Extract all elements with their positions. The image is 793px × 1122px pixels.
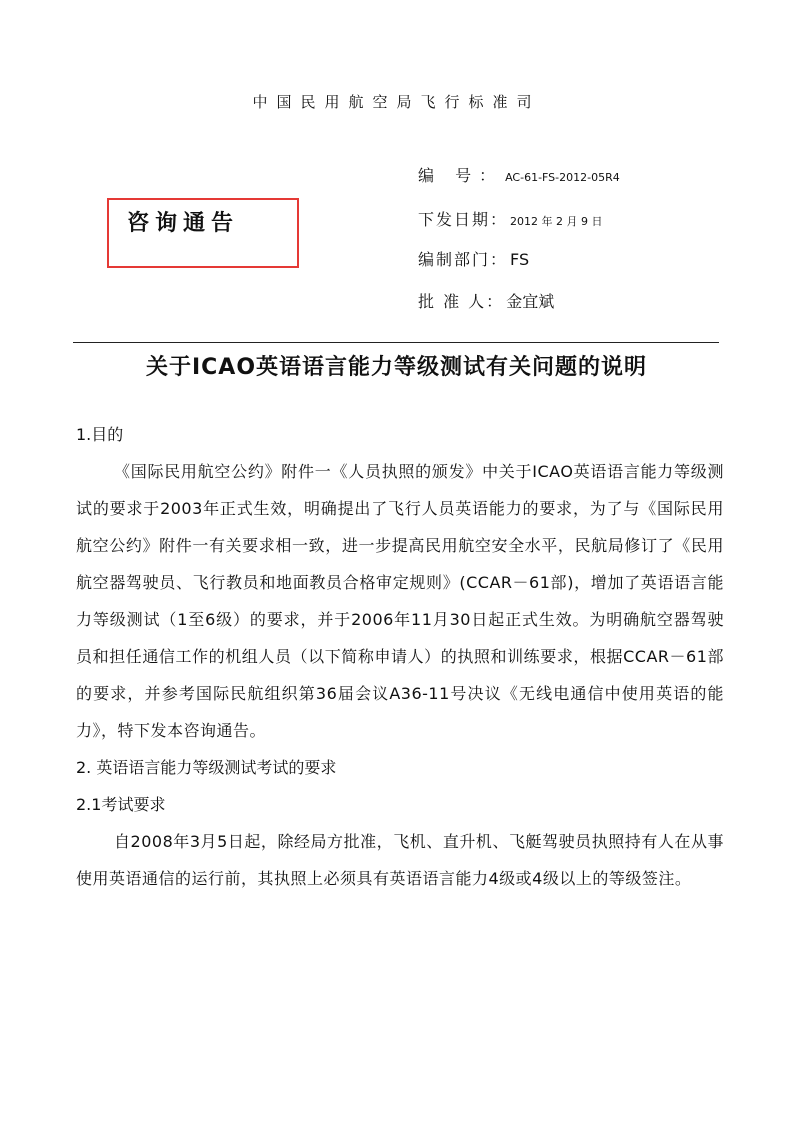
section-2-1-heading: 2.1考试要求 (76, 795, 166, 814)
meta-approver-label: 批 准 人： (418, 292, 505, 311)
meta-number-value: AC-61-FS-2012-05R4 (505, 171, 620, 184)
meta-issue-date (418, 207, 603, 230)
section-2-heading: 2. 英语语言能力等级测试考试的要求 (76, 758, 337, 777)
section-1-heading: 1.目的 (76, 425, 124, 444)
meta-dept-label: 编制部门： (418, 250, 509, 269)
document-title: 关于ICAO英语语言能力等级测试有关问题的说明 (145, 355, 648, 380)
advisory-notice-title: 咨询通告 (127, 211, 240, 236)
issuing-organization: 中国民用航空局飞行标准司 (252, 93, 541, 111)
header-divider (73, 342, 719, 343)
meta-document-number (418, 163, 620, 186)
section-2-1-paragraph: 自2008年3月5日起，除经局方批准，飞机、直升机、飞艇驾驶员执照持有人在从事使用英语通信的运行前，其执照上必须具有英语语言能力4级或4级以上的等级签注。 (76, 832, 724, 888)
meta-number-label: 编 号： (418, 166, 504, 185)
meta-date-label: 下发日期： (418, 210, 509, 229)
advisory-notice-box (107, 198, 299, 268)
section-1-paragraph: 《国际民用航空公约》附件一《人员执照的颁发》中关于ICAO英语语言能力等级测试的要求于2003年正式生效，明确提出了飞行人员英语能力的要求，为了与《国际民用航空公约》附件一有关要求相一致，进一步提高民用航空安全水平，民航局修订了《民用航空器驾驶员、飞行教员和地面教员合格审定规则》(CCAR－61部)，增加了英语语言能力等级测试（1至6级）的要求，并于2006年11月30日起正式生效。为明确航空器驾驶员和担任通信工作的机组人员（以下简称申请人）的执照和训练要求，根据CCAR－61部的要求，并参考国际民航组织第36届会议A36-11号决议《无线电通信中使用英语的能力》，特下发本咨询通告。 (76, 462, 724, 740)
meta-department (418, 247, 529, 270)
meta-date-value: 2012 年 2 月 9 日 (510, 215, 603, 228)
meta-approver (418, 289, 554, 312)
meta-dept-value: FS (510, 250, 530, 269)
document-body (76, 416, 724, 897)
meta-approver-value: 金宜斌 (506, 292, 555, 311)
